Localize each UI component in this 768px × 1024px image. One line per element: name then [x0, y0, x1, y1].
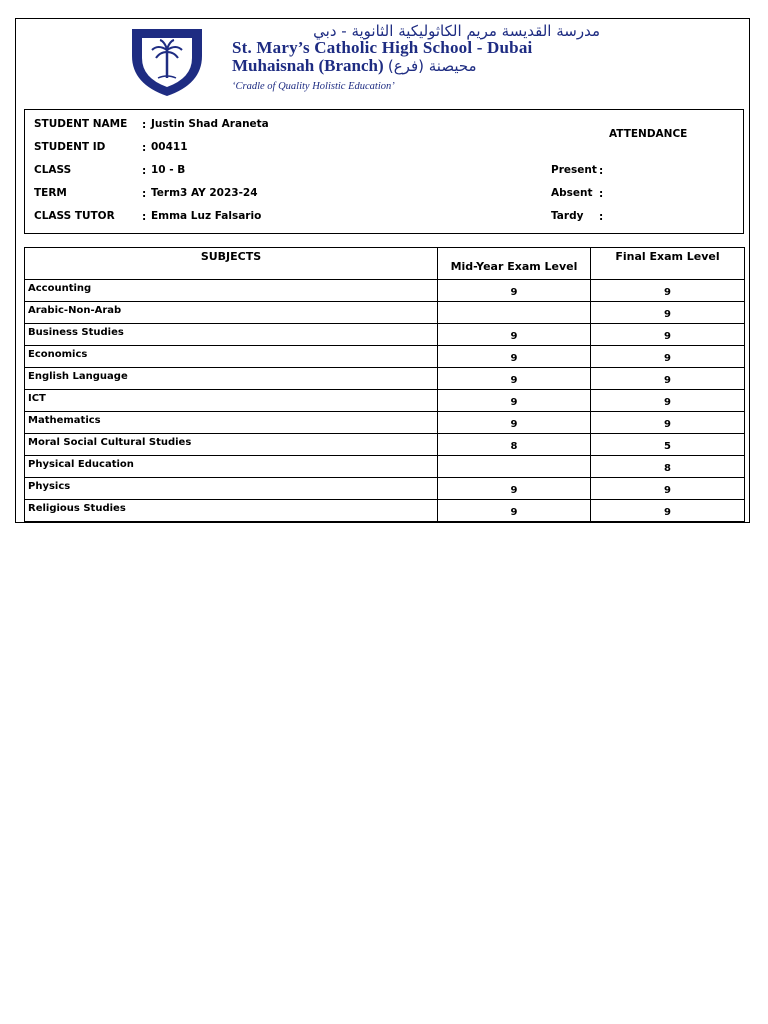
school-name-arabic: مدرسة القديسة مريم الكاثوليكية الثانوية - دبي [313, 22, 600, 40]
subject-cell: Business Studies [25, 324, 438, 346]
final-exam-cell: 5 [591, 434, 745, 456]
mid-year-cell [438, 302, 591, 324]
final-exam-cell: 9 [591, 478, 745, 500]
mid-year-cell: 9 [438, 368, 591, 390]
subject-cell: Moral Social Cultural Studies [25, 434, 438, 456]
final-exam-cell: 8 [591, 456, 745, 478]
school-crest-logo [130, 26, 204, 98]
student-name-colon: : [142, 119, 147, 131]
table-row [25, 368, 745, 390]
school-motto: ‘Cradle of Quality Holistic Education’ [232, 81, 395, 92]
table-row [25, 346, 745, 368]
final-exam-cell: 9 [591, 280, 745, 302]
subjects-header: SUBJECTS [25, 248, 438, 280]
attendance-present-label: Present [551, 164, 597, 176]
attendance-absent-colon: : [599, 188, 604, 200]
final-exam-cell: 9 [591, 390, 745, 412]
table-row [25, 390, 745, 412]
class-tutor-value: Emma Luz Falsario [151, 210, 262, 222]
mid-year-cell: 9 [438, 478, 591, 500]
final-exam-cell: 9 [591, 324, 745, 346]
table-row [25, 456, 745, 478]
term-value: Term3 AY 2023-24 [151, 187, 258, 199]
class-value: 10 - B [151, 164, 186, 176]
student-id-label: STUDENT ID [34, 141, 106, 153]
mid-year-cell: 9 [438, 500, 591, 522]
final-exam-cell: 9 [591, 412, 745, 434]
final-exam-header: Final Exam Level [591, 248, 745, 280]
term-label: TERM [34, 187, 67, 199]
class-label: CLASS [34, 164, 72, 176]
grades-header-row [25, 248, 745, 280]
mid-year-cell: 9 [438, 280, 591, 302]
subject-cell: Mathematics [25, 412, 438, 434]
subject-cell: English Language [25, 368, 438, 390]
mid-year-cell: 9 [438, 390, 591, 412]
school-branch [232, 56, 477, 76]
subject-cell: Economics [25, 346, 438, 368]
final-exam-cell: 9 [591, 368, 745, 390]
student-id-colon: : [142, 142, 147, 154]
attendance-title: ATTENDANCE [609, 128, 688, 140]
branch-english: Muhaisnah (Branch) [232, 56, 384, 75]
attendance-tardy-label: Tardy [551, 210, 584, 222]
mid-year-cell: 9 [438, 412, 591, 434]
subject-cell: Religious Studies [25, 500, 438, 522]
attendance-present-colon: : [599, 165, 604, 177]
student-id-value: 00411 [151, 141, 188, 153]
school-name-english: St. Mary’s Catholic High School - Dubai [232, 38, 533, 57]
subject-cell: ICT [25, 390, 438, 412]
grades-table [24, 247, 745, 522]
class-tutor-label: CLASS TUTOR [34, 210, 115, 222]
table-row [25, 478, 745, 500]
student-name-value: Justin Shad Araneta [151, 118, 269, 130]
term-colon: : [142, 188, 147, 200]
branch-arabic: محيصنة (فرع) [387, 57, 477, 75]
table-row [25, 302, 745, 324]
subject-cell: Accounting [25, 280, 438, 302]
subject-cell: Physical Education [25, 456, 438, 478]
class-tutor-colon: : [142, 211, 147, 223]
class-colon: : [142, 165, 147, 177]
mid-year-cell [438, 456, 591, 478]
table-row [25, 434, 745, 456]
mid-year-cell: 8 [438, 434, 591, 456]
subject-cell: Physics [25, 478, 438, 500]
subject-cell: Arabic-Non-Arab [25, 302, 438, 324]
attendance-absent-label: Absent [551, 187, 593, 199]
table-row [25, 500, 745, 522]
final-exam-cell: 9 [591, 500, 745, 522]
student-name-label: STUDENT NAME [34, 118, 128, 130]
mid-year-cell: 9 [438, 324, 591, 346]
mid-year-header: Mid-Year Exam Level [438, 248, 591, 280]
mid-year-cell: 9 [438, 346, 591, 368]
table-row [25, 412, 745, 434]
attendance-tardy-colon: : [599, 211, 604, 223]
final-exam-cell: 9 [591, 302, 745, 324]
table-row [25, 280, 745, 302]
final-exam-cell: 9 [591, 346, 745, 368]
table-row [25, 324, 745, 346]
student-info-box [24, 109, 744, 234]
